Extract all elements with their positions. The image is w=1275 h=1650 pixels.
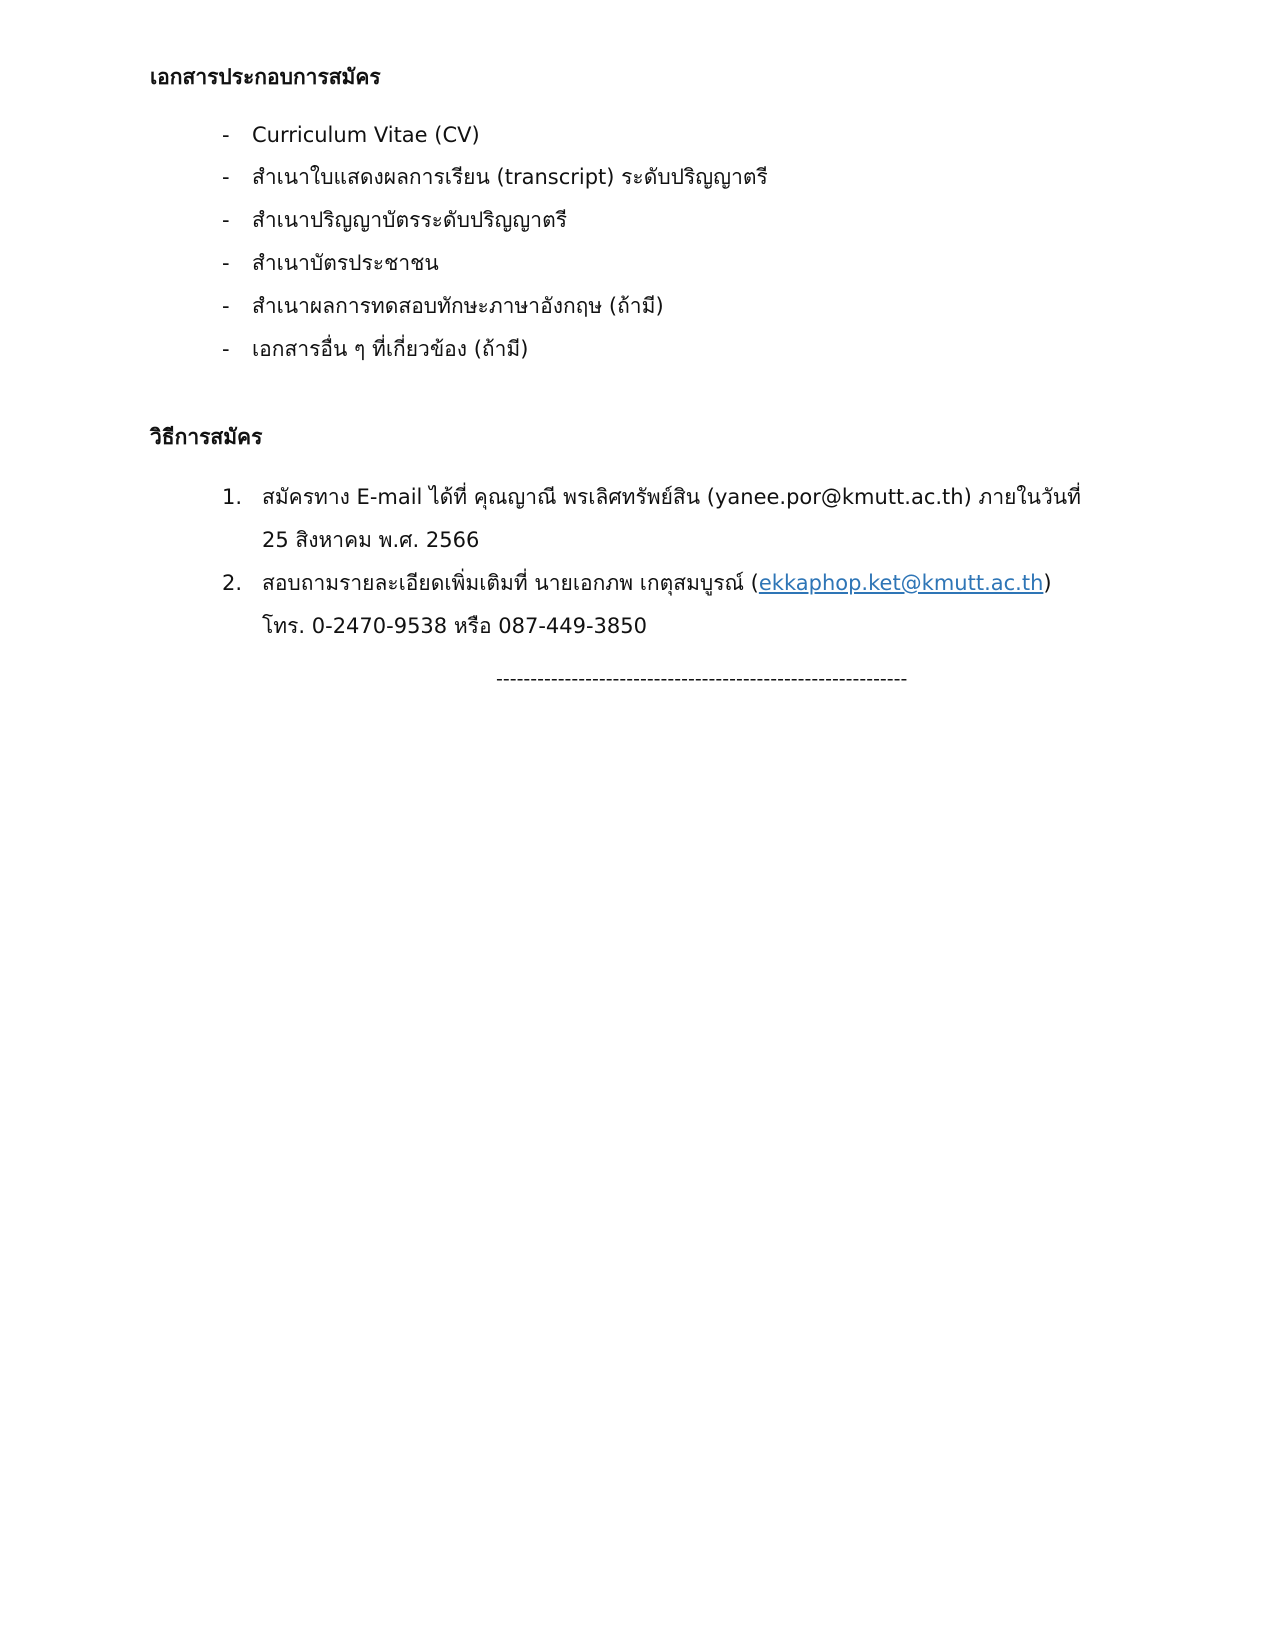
step-text-prefix: สอบถามรายละเอียดเพิ่มเติมที่ นายเอกภพ เกตุสมบูรณ์ ( bbox=[262, 571, 759, 595]
list-item bbox=[222, 334, 528, 364]
bullet-dash: - bbox=[222, 123, 230, 147]
list-item bbox=[222, 205, 567, 235]
step-item bbox=[222, 482, 1081, 512]
documents-heading: เอกสารประกอบการสมัคร bbox=[150, 65, 381, 89]
bullet-dash: - bbox=[222, 165, 230, 189]
step-text-suffix: ) bbox=[1043, 571, 1052, 595]
list-item-text: สำเนาใบแสดงผลการเรียน (transcript) ระดับปริญญาตรี bbox=[252, 165, 768, 189]
contact-email-link[interactable]: ekkaphop.ket@kmutt.ac.th bbox=[758, 571, 1044, 595]
list-item-text: สำเนาบัตรประชาชน bbox=[252, 251, 439, 275]
application-heading: วิธีการสมัคร bbox=[150, 425, 263, 449]
step-number: 2. bbox=[222, 571, 243, 595]
list-item-text: สำเนาผลการทดสอบทักษะภาษาอังกฤษ (ถ้ามี) bbox=[252, 294, 664, 318]
step-item bbox=[222, 568, 1052, 598]
list-item bbox=[222, 291, 664, 321]
list-item bbox=[222, 248, 439, 278]
step-number: 1. bbox=[222, 485, 243, 509]
bullet-dash: - bbox=[222, 251, 230, 275]
step-continuation: โทร. 0-2470-9538 หรือ 087-449-3850 bbox=[262, 614, 648, 638]
list-item bbox=[222, 162, 768, 192]
bullet-dash: - bbox=[222, 294, 230, 318]
list-item-text: เอกสารอื่น ๆ ที่เกี่ยวข้อง (ถ้ามี) bbox=[252, 337, 529, 361]
bullet-dash: - bbox=[222, 337, 230, 361]
step-continuation: 25 สิงหาคม พ.ศ. 2566 bbox=[262, 528, 480, 552]
list-item-text: สำเนาปริญญาบัตรระดับปริญญาตรี bbox=[252, 208, 567, 232]
dashed-divider: ------------------------------------------------------------ bbox=[496, 668, 908, 690]
list-item-text: Curriculum Vitae (CV) bbox=[252, 123, 480, 147]
bullet-dash: - bbox=[222, 208, 230, 232]
list-item bbox=[222, 120, 480, 150]
step-text: สมัครทาง E-mail ได้ที่ คุณญาณี พรเลิศทรัพย์สิน (yanee.por@kmutt.ac.th) ภายในวันที่ bbox=[262, 485, 1082, 509]
